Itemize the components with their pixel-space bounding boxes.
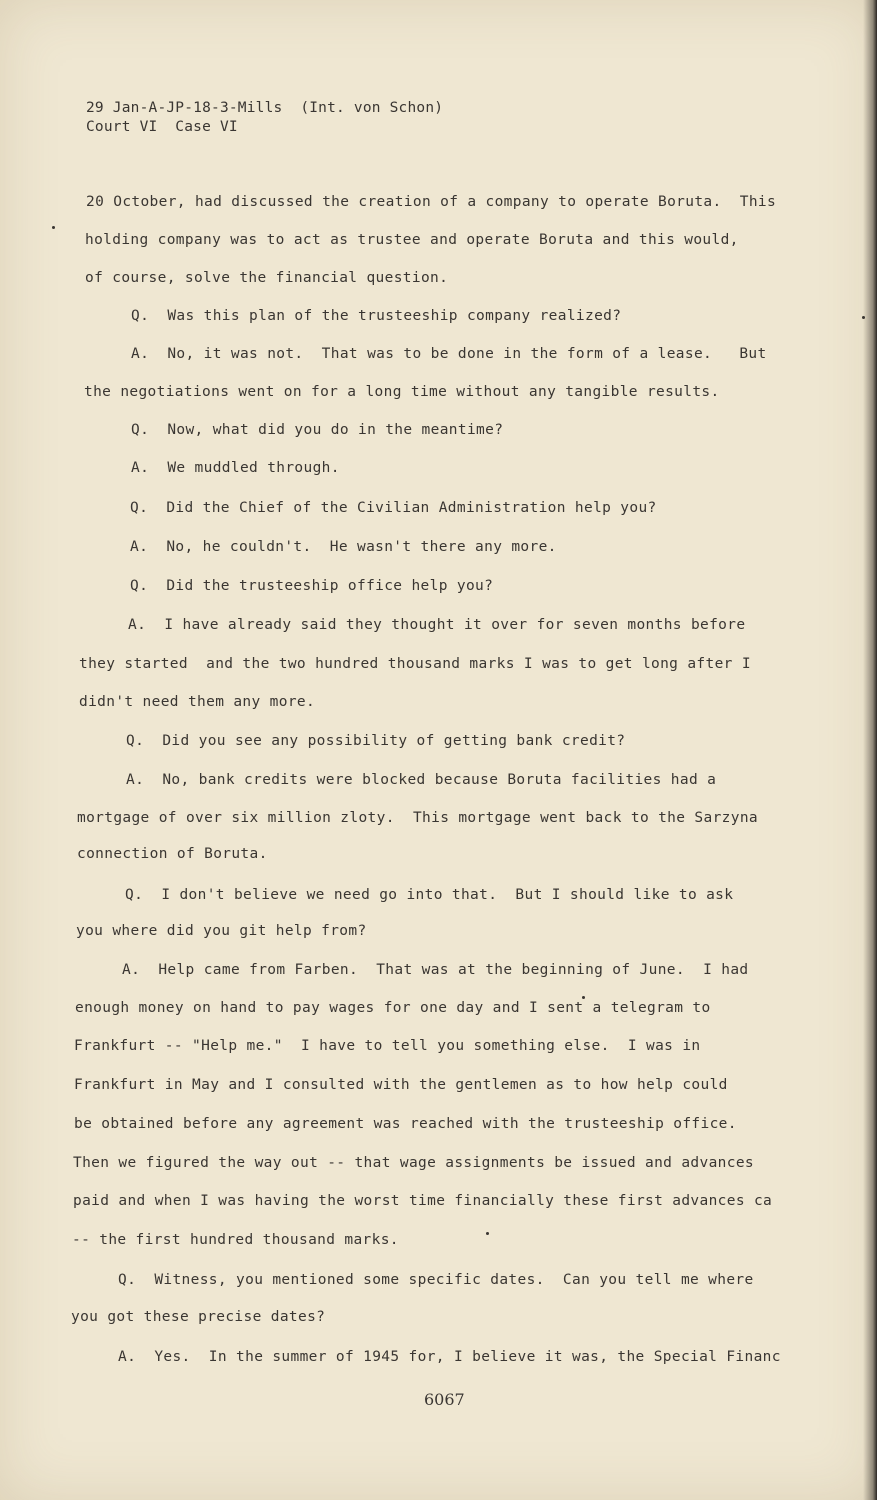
transcript-line: of course, solve the financial question. bbox=[85, 270, 449, 286]
transcript-line: you got these precise dates? bbox=[71, 1309, 326, 1325]
transcript-line: -- the first hundred thousand marks. bbox=[72, 1232, 399, 1248]
page-number: 6067 bbox=[424, 1390, 465, 1409]
answer-line: A. We muddled through. bbox=[131, 460, 340, 476]
question-line: Q. Witness, you mentioned some specific dates. Can you tell me where bbox=[118, 1272, 754, 1288]
transcript-line: enough money on hand to pay wages for one day and I sent a telegram to bbox=[75, 1000, 711, 1016]
answer-line: A. No, he couldn't. He wasn't there any more. bbox=[130, 539, 557, 555]
document-reference: 29 Jan-A-JP-18-3-Mills (Int. von Schon) bbox=[86, 100, 444, 116]
question-line: Q. Was this plan of the trusteeship company realized? bbox=[131, 308, 622, 324]
transcript-line: 20 October, had discussed the creation of a company to operate Boruta. This bbox=[86, 194, 777, 210]
transcript-line: they started and the two hundred thousand marks I was to get long after I bbox=[79, 656, 751, 672]
question-line: Q. Did the trusteeship office help you? bbox=[130, 578, 494, 594]
transcript-line: didn't need them any more. bbox=[79, 694, 316, 710]
transcript-line: you where did you git help from? bbox=[76, 923, 367, 939]
transcript-line: mortgage of over six million zloty. This mortgage went back to the Sarzyna bbox=[77, 810, 758, 826]
transcript-line: holding company was to act as trustee and operate Boruta and this would, bbox=[85, 232, 739, 248]
transcript-line: the negotiations went on for a long time without any tangible results. bbox=[84, 384, 720, 400]
answer-line: A. No, it was not. That was to be done in the form of a lease. But bbox=[131, 346, 767, 362]
transcript-line: Frankfurt -- "Help me." I have to tell you something else. I was in bbox=[74, 1038, 701, 1054]
transcript-line: paid and when I was having the worst time financially these first advances ca bbox=[73, 1193, 773, 1209]
transcript-line: connection of Boruta. bbox=[77, 846, 268, 862]
answer-line: A. Yes. In the summer of 1945 for, I believe it was, the Special Financ bbox=[118, 1349, 781, 1365]
paper-speck bbox=[862, 316, 865, 319]
paper-speck bbox=[52, 226, 55, 229]
answer-line: A. No, bank credits were blocked because Boruta facilities had a bbox=[126, 772, 717, 788]
transcript-line: be obtained before any agreement was reached with the trusteeship office. bbox=[74, 1116, 737, 1132]
question-line: Q. Did you see any possibility of getting bank credit? bbox=[126, 733, 626, 749]
question-line: Q. Now, what did you do in the meantime? bbox=[131, 422, 504, 438]
transcript-line: Frankfurt in May and I consulted with the gentlemen as to how help could bbox=[74, 1077, 728, 1093]
answer-line: A. I have already said they thought it over for seven months before bbox=[128, 617, 746, 633]
paper-speck bbox=[582, 996, 585, 999]
question-line: Q. I don't believe we need go into that. But I should like to ask bbox=[125, 887, 734, 903]
transcript-line: Then we figured the way out -- that wage assignments be issued and advances bbox=[73, 1155, 754, 1171]
court-case-label: Court VI Case VI bbox=[86, 119, 238, 135]
answer-line: A. Help came from Farben. That was at the beginning of June. I had bbox=[122, 962, 749, 978]
paper-speck bbox=[486, 1232, 489, 1235]
question-line: Q. Did the Chief of the Civilian Administration help you? bbox=[130, 500, 657, 516]
